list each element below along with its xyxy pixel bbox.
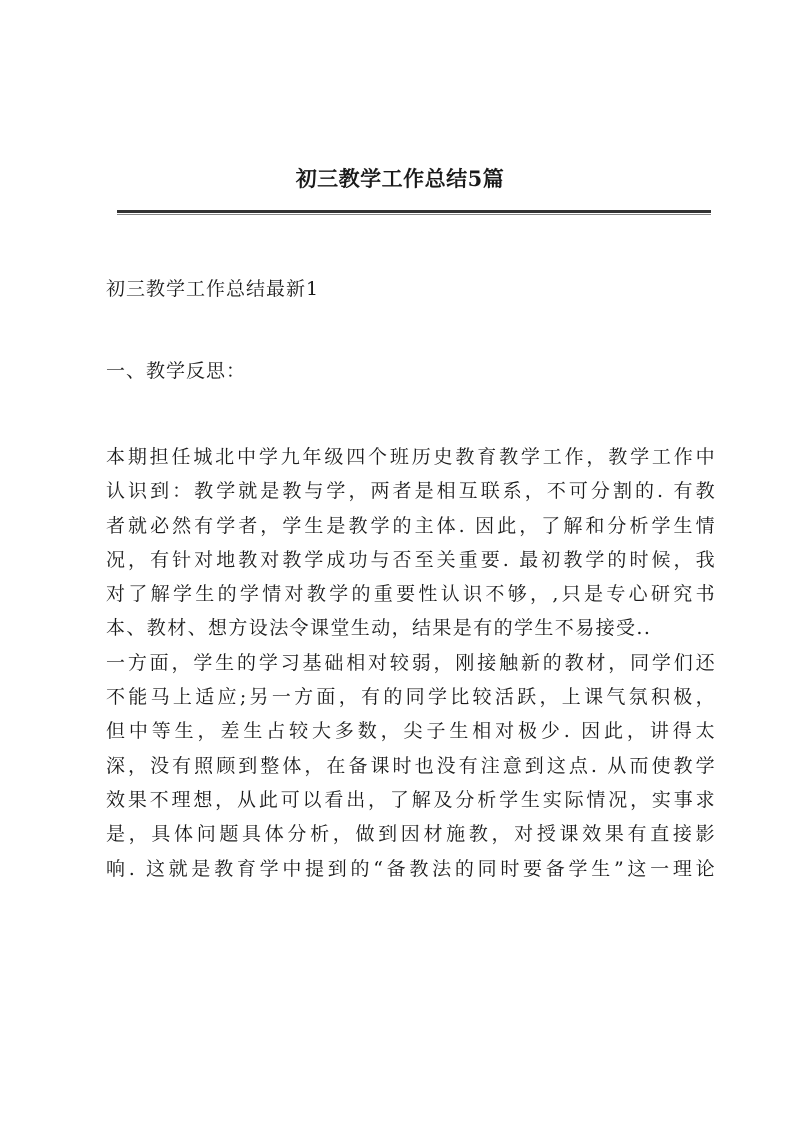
section-heading: 初三教学工作总结最新1	[106, 278, 320, 300]
body-paragraph	[106, 440, 716, 886]
paragraph-line: 对了解学生的学情对教学的重要性认识不够，,只是专心研究书	[106, 583, 716, 606]
paragraph-line: 本期担任城北中学九年级四个班历史教育教学工作，教学工作中	[106, 446, 716, 468]
paragraph-line: 一方面，学生的学习基础相对较弱，刚接触新的教材，同学们还	[106, 651, 716, 674]
paragraph-line: 认识到：教学就是教与学，两者是相互联系，不可分割的. 有教	[106, 480, 716, 503]
title-divider	[117, 210, 711, 215]
paragraph-line: 况，有针对地教对教学成功与否至关重要. 最初教学的时候，我	[106, 548, 716, 571]
paragraph-line: 深，没有照顾到整体，在备课时也没有注意到这点. 从而使教学	[106, 754, 716, 777]
paragraph-line: 效果不理想，从此可以看出，了解及分析学生实际情况，实事求	[106, 788, 716, 811]
paragraph-line: 是，具体问题具体分析，做到因材施教，对授课效果有直接影	[106, 823, 716, 846]
paragraph-line: 本、教材、想方设法令课堂生动，结果是有的学生不易接受..	[106, 617, 652, 640]
subsection-heading: 一、教学反思：	[106, 360, 247, 382]
paragraph-line: 者就必然有学者，学生是教学的主体. 因此，了解和分析学生情	[106, 514, 716, 537]
paragraph-line: 不能马上适应;另一方面，有的同学比较活跃，上课气氛积极，	[106, 686, 716, 709]
document-title: 初三教学工作总结5篇	[295, 166, 505, 191]
paragraph-line: 响. 这就是教育学中提到的“备教法的同时要备学生”这一理论	[106, 857, 716, 880]
paragraph-line: 但中等生，差生占较大多数，尖子生相对极少. 因此，讲得太	[106, 720, 716, 743]
